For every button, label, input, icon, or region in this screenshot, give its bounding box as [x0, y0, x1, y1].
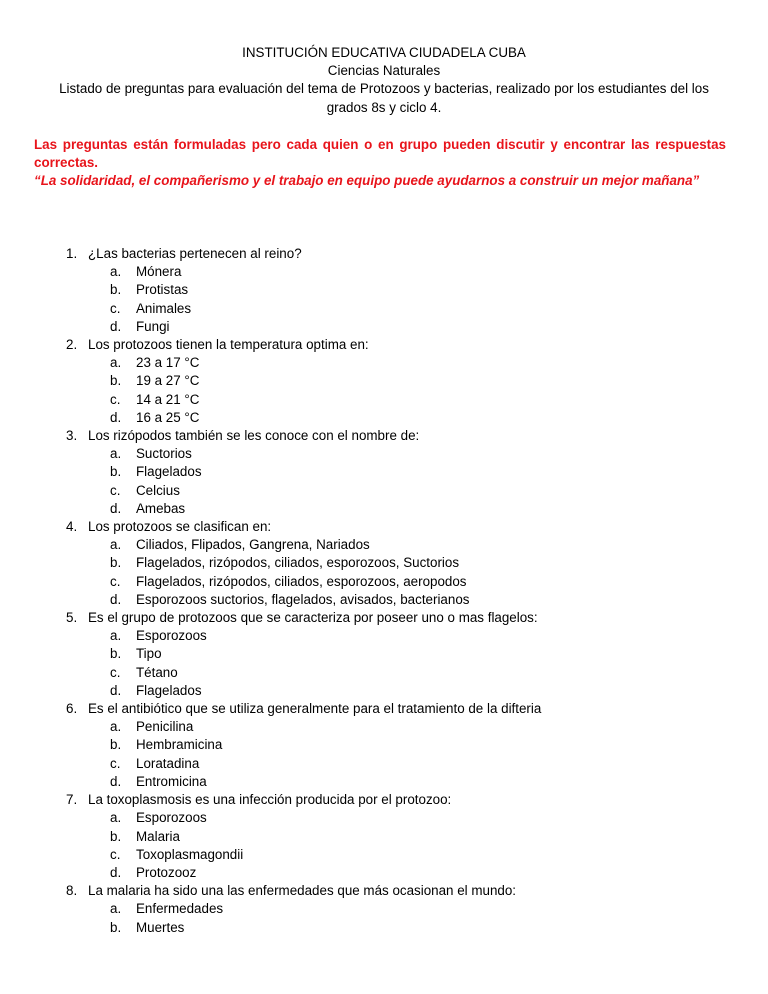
answer-option [66, 846, 746, 864]
option-letter: d. [110, 773, 122, 789]
option-text: 16 a 25 °C [136, 409, 200, 425]
question-item [66, 700, 746, 718]
intro-block [34, 136, 726, 191]
option-letter: a. [110, 537, 122, 553]
option-letter: d. [110, 591, 122, 607]
option-text: Suctorios [136, 446, 192, 462]
document-header [34, 44, 734, 117]
option-text: Esporozoos suctorios, flagelados, avisados, bacterianos [136, 591, 470, 607]
answer-option [66, 773, 746, 791]
subject-title: Ciencias Naturales [327, 63, 441, 79]
answer-option [66, 263, 746, 281]
question-number: 7. [66, 792, 78, 808]
answer-option [66, 354, 746, 372]
option-letter: a. [110, 628, 122, 644]
answer-option [66, 809, 746, 827]
option-text: Fungi [136, 318, 170, 334]
option-text: Protozooz [136, 864, 197, 880]
option-letter: b. [110, 555, 122, 571]
question-text: Es el grupo de protozoos que se caracteriza por poseer uno o mas flagelos: [88, 610, 538, 626]
question-item [66, 245, 746, 263]
option-text: Flagelados [136, 682, 202, 698]
option-letter: a. [110, 355, 122, 371]
answer-option [66, 554, 746, 572]
answer-option [66, 300, 746, 318]
answer-option [66, 372, 746, 390]
option-text: Loratadina [136, 755, 200, 771]
option-letter: b. [110, 828, 122, 844]
answer-option [66, 627, 746, 645]
option-letter: c. [110, 482, 121, 498]
answer-option [66, 864, 746, 882]
motivational-quote: “La solidaridad, el compañerismo y el trabajo en equipo puede ayudarnos a construir un mejor mañana” [34, 173, 700, 189]
question-list [66, 245, 746, 937]
answer-option [66, 828, 746, 846]
option-text: Flagelados, rizópodos, ciliados, esporozoos, aeropodos [136, 573, 467, 589]
question-number: 5. [66, 610, 78, 626]
option-text: 23 a 17 °C [136, 355, 200, 371]
option-letter: b. [110, 737, 122, 753]
option-text: Tipo [136, 646, 162, 662]
option-letter: c. [110, 300, 121, 316]
answer-option [66, 591, 746, 609]
option-letter: a. [110, 446, 122, 462]
option-text: Enfermedades [136, 901, 224, 917]
instructions-text: Las preguntas están formuladas pero cada quien o en grupo pueden discutir y encontrar las respuestas correctas. [34, 137, 726, 171]
answer-option [66, 736, 746, 754]
option-letter: c. [110, 391, 121, 407]
question-item [66, 427, 746, 445]
question-item [66, 882, 746, 900]
option-text: Mónera [136, 264, 182, 280]
answer-option [66, 573, 746, 591]
option-letter: d. [110, 682, 122, 698]
option-letter: c. [110, 664, 121, 680]
option-text: Flagelados, rizópodos, ciliados, esporozoos, Suctorios [136, 555, 460, 571]
question-item [66, 336, 746, 354]
answer-option [66, 682, 746, 700]
option-text: Hembramicina [136, 737, 223, 753]
question-text: ¿Las bacterias pertenecen al reino? [88, 246, 302, 261]
option-text: Ciliados, Flipados, Gangrena, Nariados [136, 537, 370, 553]
option-text: Esporozoos [136, 628, 207, 644]
question-number: 1. [66, 246, 78, 261]
answer-option [66, 318, 746, 336]
option-letter: a. [110, 719, 122, 735]
option-text: Animales [136, 300, 192, 316]
option-letter: c. [110, 573, 121, 589]
question-text: Los protozoos tienen la temperatura optima en: [88, 337, 369, 353]
answer-option [66, 919, 746, 937]
option-text: Muertes [136, 919, 185, 935]
answer-option [66, 718, 746, 736]
option-letter: b. [110, 646, 122, 662]
option-letter: c. [110, 846, 121, 862]
answer-option [66, 482, 746, 500]
question-item [66, 518, 746, 536]
question-text: Los rizópodos también se les conoce con el nombre de: [88, 428, 420, 444]
option-text: Protistas [136, 282, 189, 298]
description-line-2: grados 8s y ciclo 4. [326, 99, 442, 115]
option-text: Malaria [136, 828, 180, 844]
option-letter: b. [110, 282, 122, 298]
option-letter: b. [110, 464, 122, 480]
answer-option [66, 281, 746, 299]
question-text: Los protozoos se clasifican en: [88, 519, 272, 535]
option-text: 14 a 21 °C [136, 391, 200, 407]
answer-option [66, 445, 746, 463]
question-item [66, 609, 746, 627]
option-letter: d. [110, 500, 122, 516]
option-text: Celcius [136, 482, 180, 498]
question-text: Es el antibiótico que se utiliza generalmente para el tratamiento de la difteria [88, 701, 542, 717]
question-number: 8. [66, 883, 78, 899]
answer-option [66, 536, 746, 554]
option-letter: a. [110, 810, 122, 826]
option-letter: d. [110, 318, 122, 334]
answer-option [66, 664, 746, 682]
option-letter: b. [110, 373, 122, 389]
option-text: Penicilina [136, 719, 194, 735]
option-text: 19 a 27 °C [136, 373, 200, 389]
answer-option [66, 409, 746, 427]
question-number: 2. [66, 337, 78, 353]
option-text: Amebas [136, 500, 186, 516]
description-line-1: Listado de preguntas para evaluación del tema de Protozoos y bacterias, realizado por los estudiantes del los [59, 81, 709, 97]
question-text: La malaria ha sido una las enfermedades que más ocasionan el mundo: [88, 883, 517, 899]
option-text: Toxoplasmagondii [136, 846, 244, 862]
question-number: 3. [66, 428, 78, 444]
question-item [66, 791, 746, 809]
option-text: Tétano [136, 664, 178, 680]
institution-title: INSTITUCIÓN EDUCATIVA CIUDADELA CUBA [242, 45, 526, 60]
question-text: La toxoplasmosis es una infección producida por el protozoo: [88, 792, 452, 808]
option-text: Esporozoos [136, 810, 207, 826]
option-letter: d. [110, 864, 122, 880]
answer-option [66, 900, 746, 918]
answer-option [66, 391, 746, 409]
option-letter: d. [110, 409, 122, 425]
option-letter: a. [110, 901, 122, 917]
answer-option [66, 463, 746, 481]
question-number: 6. [66, 701, 78, 717]
option-text: Flagelados [136, 464, 202, 480]
answer-option [66, 500, 746, 518]
answer-option [66, 755, 746, 773]
option-letter: b. [110, 919, 122, 935]
answer-option [66, 645, 746, 663]
option-text: Entromicina [136, 773, 207, 789]
question-number: 4. [66, 519, 78, 535]
option-letter: a. [110, 264, 122, 280]
option-letter: c. [110, 755, 121, 771]
